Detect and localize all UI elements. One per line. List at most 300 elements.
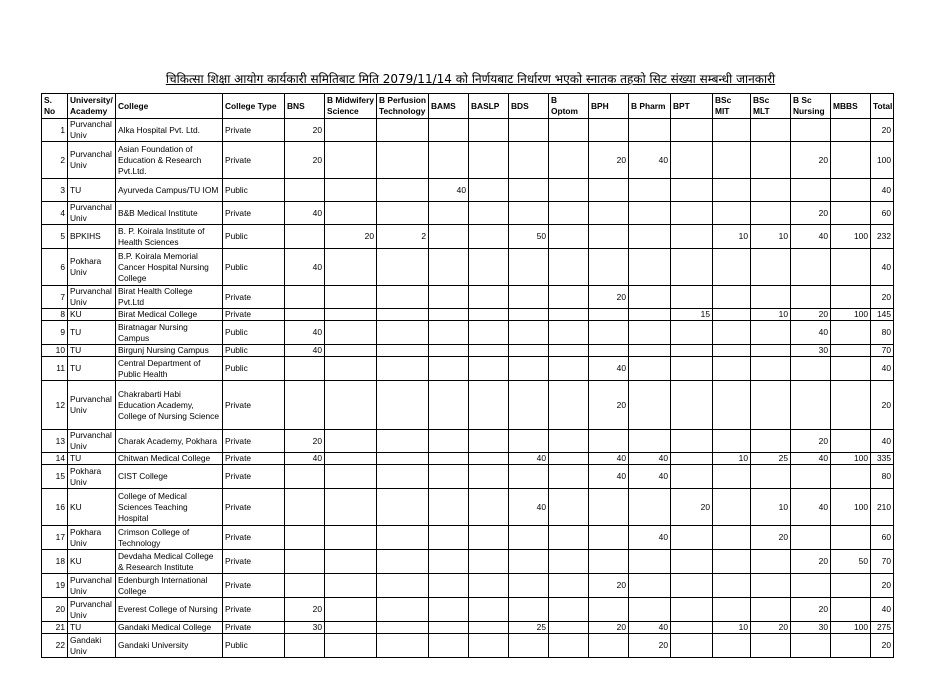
seat-count-cell: 20	[671, 489, 713, 526]
seat-count-cell	[429, 381, 469, 430]
serial-number: 18	[42, 550, 68, 574]
seat-count-cell	[469, 286, 509, 309]
seat-count-cell	[751, 286, 791, 309]
seat-count-cell	[429, 249, 469, 286]
college-cell: Birat Health College Pvt.Ltd	[116, 286, 223, 309]
serial-number: 19	[42, 574, 68, 598]
table-row	[42, 453, 894, 465]
seat-count-cell	[589, 634, 629, 658]
seat-count-cell	[713, 286, 751, 309]
seat-count-cell	[469, 634, 509, 658]
seat-count-cell: 20	[791, 202, 831, 225]
seat-count-cell	[629, 489, 671, 526]
seat-count-cell	[549, 489, 589, 526]
seat-count-cell	[469, 119, 509, 142]
seat-count-cell	[713, 598, 751, 622]
seat-count-cell	[429, 225, 469, 249]
seat-count-cell	[509, 598, 549, 622]
seat-count-cell: 20	[871, 574, 894, 598]
seat-count-cell	[469, 321, 509, 345]
seat-count-cell: 20	[589, 142, 629, 179]
university-cell: Gandaki Univ	[68, 634, 116, 658]
seat-count-cell: 40	[629, 465, 671, 489]
university-cell: Purvanchal Univ	[68, 430, 116, 453]
seat-count-cell	[549, 357, 589, 381]
table-row	[42, 526, 894, 550]
serial-number: 12	[42, 381, 68, 430]
college-type-cell: Public	[223, 634, 285, 658]
seat-count-cell	[377, 526, 429, 550]
seat-count-cell: 145	[871, 309, 894, 321]
college-cell: B&B Medical Institute	[116, 202, 223, 225]
college-cell: Devdaha Medical College & Research Institute	[116, 550, 223, 574]
column-header: College	[116, 94, 223, 119]
seat-count-cell	[831, 202, 871, 225]
seat-count-cell	[509, 321, 549, 345]
university-cell: Purvanchal Univ	[68, 574, 116, 598]
seat-count-cell	[325, 489, 377, 526]
seat-count-cell	[429, 465, 469, 489]
table-row	[42, 345, 894, 357]
seat-count-cell	[285, 634, 325, 658]
seat-count-cell	[429, 119, 469, 142]
seat-count-cell: 20	[589, 622, 629, 634]
seat-count-cell	[831, 179, 871, 202]
seat-count-cell: 20	[285, 142, 325, 179]
seat-count-cell: 40	[791, 489, 831, 526]
seat-count-cell: 40	[629, 142, 671, 179]
seat-count-cell	[325, 202, 377, 225]
serial-number: 6	[42, 249, 68, 286]
seat-count-cell	[285, 574, 325, 598]
seat-count-cell	[469, 179, 509, 202]
seat-count-cell: 40	[589, 465, 629, 489]
seat-count-cell: 30	[285, 622, 325, 634]
university-cell: KU	[68, 309, 116, 321]
seat-count-cell	[713, 489, 751, 526]
seat-count-cell: 30	[791, 345, 831, 357]
seat-count-cell	[629, 574, 671, 598]
college-type-cell: Private	[223, 286, 285, 309]
seat-count-cell	[549, 574, 589, 598]
seat-count-cell	[325, 142, 377, 179]
seat-count-cell	[285, 550, 325, 574]
serial-number: 11	[42, 357, 68, 381]
column-header: BAMS	[429, 94, 469, 119]
seat-count-cell	[831, 465, 871, 489]
seat-count-cell	[469, 249, 509, 286]
table-row	[42, 430, 894, 453]
seat-count-cell: 15	[671, 309, 713, 321]
seat-count-cell	[509, 574, 549, 598]
seat-count-cell	[377, 430, 429, 453]
table-row	[42, 119, 894, 142]
seat-count-cell	[549, 598, 589, 622]
seat-count-cell	[429, 489, 469, 526]
table-row	[42, 142, 894, 179]
seat-count-cell	[629, 321, 671, 345]
seat-count-cell	[549, 634, 589, 658]
college-type-cell: Private	[223, 202, 285, 225]
seat-count-cell: 25	[751, 453, 791, 465]
seat-count-cell	[751, 321, 791, 345]
serial-number: 22	[42, 634, 68, 658]
table-row	[42, 574, 894, 598]
seat-count-cell	[713, 249, 751, 286]
seat-count-cell	[469, 465, 509, 489]
seat-count-cell	[831, 119, 871, 142]
seat-count-cell: 40	[791, 453, 831, 465]
serial-number: 8	[42, 309, 68, 321]
seat-count-cell: 40	[509, 453, 549, 465]
seat-count-cell	[325, 309, 377, 321]
seat-count-cell: 100	[831, 489, 871, 526]
college-type-cell: Public	[223, 321, 285, 345]
seat-count-cell: 20	[871, 634, 894, 658]
seat-count-cell	[589, 225, 629, 249]
seat-count-cell	[791, 381, 831, 430]
seat-count-cell: 50	[509, 225, 549, 249]
seat-count-cell	[791, 249, 831, 286]
seat-count-cell	[549, 286, 589, 309]
serial-number: 5	[42, 225, 68, 249]
seat-count-cell	[377, 598, 429, 622]
college-cell: Gandaki Medical College	[116, 622, 223, 634]
seat-count-cell: 10	[713, 622, 751, 634]
seat-count-cell	[429, 430, 469, 453]
seat-count-cell	[629, 309, 671, 321]
seat-count-cell: 10	[751, 225, 791, 249]
seat-count-cell	[377, 550, 429, 574]
table-row	[42, 286, 894, 309]
seat-count-cell	[831, 634, 871, 658]
seat-count-cell	[509, 286, 549, 309]
serial-number: 9	[42, 321, 68, 345]
seat-count-cell	[325, 453, 377, 465]
column-header: B Pharm	[629, 94, 671, 119]
seat-count-cell: 40	[629, 453, 671, 465]
seat-count-cell: 20	[791, 309, 831, 321]
college-type-cell: Private	[223, 142, 285, 179]
seat-count-cell	[629, 345, 671, 357]
seat-count-cell: 40	[285, 321, 325, 345]
seat-count-cell	[713, 574, 751, 598]
seat-count-cell: 40	[871, 598, 894, 622]
seat-count-cell: 100	[831, 453, 871, 465]
seat-count-cell: 20	[629, 634, 671, 658]
seat-count-cell: 10	[713, 225, 751, 249]
seat-count-cell: 40	[871, 430, 894, 453]
seat-count-cell	[671, 179, 713, 202]
seat-count-cell	[429, 526, 469, 550]
seat-count-cell	[751, 574, 791, 598]
seat-count-cell	[285, 465, 325, 489]
seat-count-cell	[589, 526, 629, 550]
seat-count-cell	[285, 179, 325, 202]
column-header: BNS	[285, 94, 325, 119]
college-type-cell: Public	[223, 225, 285, 249]
table-row	[42, 489, 894, 526]
seat-count-cell	[713, 179, 751, 202]
table-row	[42, 179, 894, 202]
seat-count-cell	[325, 465, 377, 489]
table-row	[42, 381, 894, 430]
college-type-cell: Public	[223, 345, 285, 357]
seat-count-cell: 20	[871, 381, 894, 430]
serial-number: 16	[42, 489, 68, 526]
seat-count-cell	[509, 550, 549, 574]
college-cell: Birat Medical College	[116, 309, 223, 321]
seat-count-cell	[469, 309, 509, 321]
college-type-cell: Private	[223, 489, 285, 526]
seat-count-cell: 100	[831, 225, 871, 249]
university-cell: Pokhara Univ	[68, 526, 116, 550]
seat-count-cell	[429, 550, 469, 574]
seat-count-cell	[751, 430, 791, 453]
seat-count-cell	[629, 249, 671, 286]
university-cell: Purvanchal Univ	[68, 381, 116, 430]
seat-count-cell	[671, 381, 713, 430]
seat-count-cell	[629, 550, 671, 574]
serial-number: 20	[42, 598, 68, 622]
college-cell: Chitwan Medical College	[116, 453, 223, 465]
seat-count-cell	[831, 574, 871, 598]
seat-count-cell	[831, 526, 871, 550]
seat-count-cell	[713, 142, 751, 179]
seat-count-cell	[509, 202, 549, 225]
seat-count-cell: 40	[629, 526, 671, 550]
seat-count-cell	[377, 286, 429, 309]
seat-count-cell: 20	[871, 119, 894, 142]
seat-count-cell	[713, 321, 751, 345]
seat-count-cell	[549, 345, 589, 357]
column-header: B Midwifery Science	[325, 94, 377, 119]
seat-count-cell: 20	[589, 381, 629, 430]
college-type-cell: Private	[223, 430, 285, 453]
seat-count-cell	[469, 345, 509, 357]
seat-count-cell	[751, 179, 791, 202]
college-type-cell: Private	[223, 309, 285, 321]
college-cell: Alka Hospital Pvt. Ltd.	[116, 119, 223, 142]
serial-number: 7	[42, 286, 68, 309]
seat-count-cell: 20	[751, 526, 791, 550]
seat-count-cell	[549, 249, 589, 286]
seat-count-cell: 335	[871, 453, 894, 465]
seat-count-cell	[285, 381, 325, 430]
seat-count-cell: 40	[285, 345, 325, 357]
seat-count-cell	[469, 381, 509, 430]
seat-count-cell	[549, 526, 589, 550]
seat-count-cell: 20	[791, 430, 831, 453]
university-cell: TU	[68, 453, 116, 465]
seat-count-cell	[751, 345, 791, 357]
seat-count-cell	[751, 119, 791, 142]
seat-count-cell	[671, 598, 713, 622]
seat-count-cell	[285, 225, 325, 249]
university-cell: Purvanchal Univ	[68, 119, 116, 142]
seat-count-cell	[509, 345, 549, 357]
college-cell: College of Medical Sciences Teaching Hospital	[116, 489, 223, 526]
seat-count-cell	[325, 634, 377, 658]
seat-count-cell: 100	[871, 142, 894, 179]
seat-count-cell	[377, 622, 429, 634]
column-header: BASLP	[469, 94, 509, 119]
seat-count-cell	[629, 202, 671, 225]
seat-count-cell	[751, 202, 791, 225]
seat-count-cell	[791, 465, 831, 489]
seat-count-cell	[671, 526, 713, 550]
seat-count-cell: 40	[285, 453, 325, 465]
seat-count-cell	[377, 574, 429, 598]
seat-count-cell: 40	[791, 321, 831, 345]
seat-count-cell	[429, 598, 469, 622]
seat-count-cell	[429, 634, 469, 658]
college-cell: CIST College	[116, 465, 223, 489]
table-row	[42, 598, 894, 622]
serial-number: 13	[42, 430, 68, 453]
college-type-cell: Public	[223, 249, 285, 286]
seat-count-cell: 10	[713, 453, 751, 465]
seat-count-cell	[671, 550, 713, 574]
seat-count-cell	[791, 526, 831, 550]
seat-count-cell	[429, 357, 469, 381]
seat-count-cell	[751, 550, 791, 574]
seat-count-cell	[377, 453, 429, 465]
table-row	[42, 634, 894, 658]
seat-count-cell	[285, 357, 325, 381]
university-cell: TU	[68, 179, 116, 202]
table-row	[42, 465, 894, 489]
seat-count-cell	[325, 526, 377, 550]
seat-count-cell: 10	[751, 489, 791, 526]
seat-count-cell	[549, 225, 589, 249]
seat-count-cell	[713, 345, 751, 357]
table-body	[42, 119, 894, 658]
college-type-cell: Private	[223, 381, 285, 430]
seat-count-cell: 40	[791, 225, 831, 249]
column-header: B Perfusion Technology	[377, 94, 429, 119]
seat-count-cell	[325, 179, 377, 202]
college-cell: B.P. Koirala Memorial Cancer Hospital Nursing College	[116, 249, 223, 286]
seat-count-cell	[469, 550, 509, 574]
seat-count-cell	[509, 634, 549, 658]
seat-count-cell	[377, 321, 429, 345]
seat-count-cell	[751, 634, 791, 658]
seat-count-cell	[429, 286, 469, 309]
seat-count-cell	[629, 179, 671, 202]
seat-count-cell	[671, 345, 713, 357]
college-type-cell: Private	[223, 119, 285, 142]
seat-count-cell: 40	[629, 622, 671, 634]
column-header: MBBS	[831, 94, 871, 119]
seat-count-cell	[429, 309, 469, 321]
seat-count-cell	[429, 622, 469, 634]
seat-count-cell	[831, 321, 871, 345]
seat-count-cell	[589, 598, 629, 622]
seat-count-cell	[629, 225, 671, 249]
seat-count-cell	[325, 286, 377, 309]
seat-count-cell	[671, 453, 713, 465]
seat-table	[41, 93, 894, 658]
table-row	[42, 321, 894, 345]
seat-count-cell	[469, 225, 509, 249]
seat-count-cell	[589, 202, 629, 225]
seat-count-cell: 20	[285, 598, 325, 622]
seat-count-cell	[429, 202, 469, 225]
seat-count-cell	[509, 119, 549, 142]
seat-count-cell	[469, 142, 509, 179]
seat-count-cell: 275	[871, 622, 894, 634]
college-cell: Chakrabarti Habi Education Academy, College of Nursing Science	[116, 381, 223, 430]
serial-number: 21	[42, 622, 68, 634]
seat-count-cell	[713, 430, 751, 453]
seat-count-cell	[469, 357, 509, 381]
seat-count-cell	[469, 574, 509, 598]
seat-count-cell: 40	[871, 179, 894, 202]
seat-count-cell	[549, 622, 589, 634]
seat-count-cell	[509, 249, 549, 286]
seat-count-cell: 40	[429, 179, 469, 202]
seat-count-cell	[469, 430, 509, 453]
seat-count-cell	[325, 622, 377, 634]
seat-count-cell: 100	[831, 309, 871, 321]
college-type-cell: Private	[223, 453, 285, 465]
seat-count-cell	[325, 357, 377, 381]
seat-count-cell	[377, 357, 429, 381]
seat-count-cell: 40	[509, 489, 549, 526]
seat-count-cell	[469, 622, 509, 634]
college-type-cell: Public	[223, 179, 285, 202]
serial-number: 1	[42, 119, 68, 142]
serial-number: 2	[42, 142, 68, 179]
seat-count-cell	[751, 381, 791, 430]
seat-count-cell	[377, 465, 429, 489]
seat-count-cell	[589, 249, 629, 286]
serial-number: 14	[42, 453, 68, 465]
seat-count-cell	[629, 381, 671, 430]
seat-count-cell	[509, 142, 549, 179]
seat-count-cell	[325, 119, 377, 142]
seat-count-cell	[589, 489, 629, 526]
seat-count-cell: 80	[871, 321, 894, 345]
seat-count-cell	[549, 453, 589, 465]
seat-count-cell	[589, 345, 629, 357]
college-cell: Edenburgh International College	[116, 574, 223, 598]
column-header: BPH	[589, 94, 629, 119]
seat-count-cell	[713, 381, 751, 430]
seat-count-cell	[509, 526, 549, 550]
seat-count-cell	[549, 321, 589, 345]
seat-count-cell: 100	[831, 622, 871, 634]
table-row	[42, 249, 894, 286]
seat-count-cell	[377, 249, 429, 286]
seat-count-cell: 40	[285, 249, 325, 286]
seat-count-cell	[671, 321, 713, 345]
university-cell: TU	[68, 321, 116, 345]
column-header: Total	[871, 94, 894, 119]
seat-count-cell	[429, 574, 469, 598]
seat-count-cell	[713, 465, 751, 489]
serial-number: 3	[42, 179, 68, 202]
seat-count-cell: 20	[791, 598, 831, 622]
seat-count-cell	[549, 119, 589, 142]
seat-count-cell	[325, 381, 377, 430]
seat-count-cell	[629, 430, 671, 453]
college-cell: Ayurveda Campus/TU IOM	[116, 179, 223, 202]
seat-count-cell	[751, 598, 791, 622]
seat-count-cell	[285, 489, 325, 526]
serial-number: 10	[42, 345, 68, 357]
